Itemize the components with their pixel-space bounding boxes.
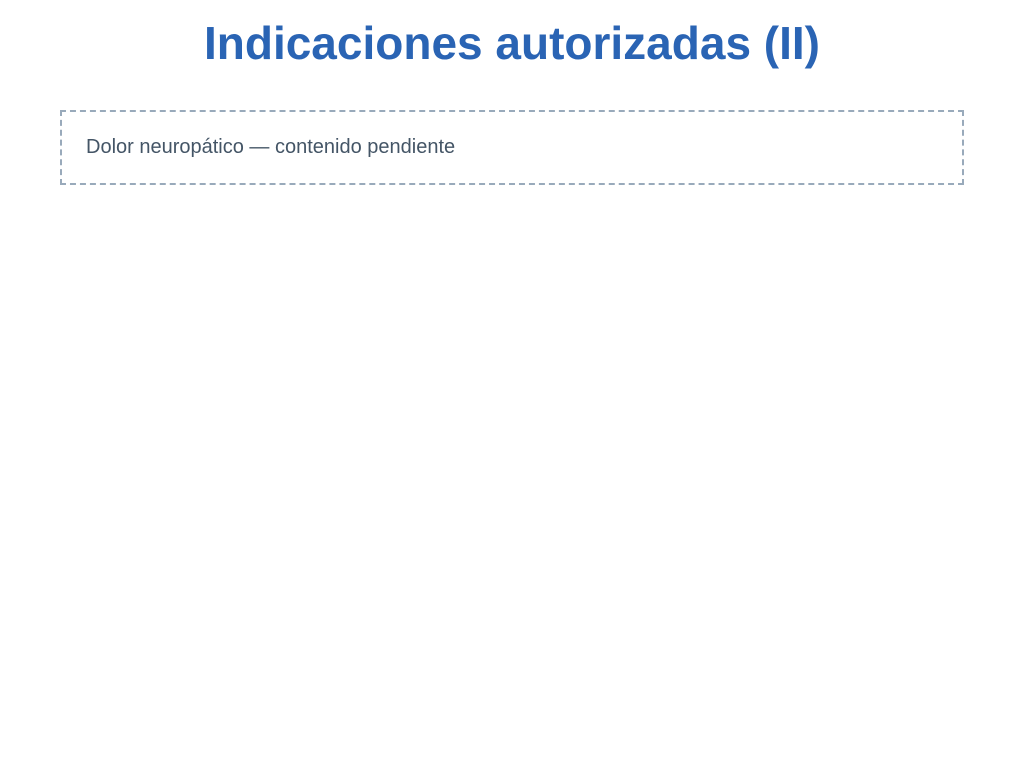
placeholder-box: Dolor neuropático — contenido pendiente bbox=[60, 110, 964, 185]
slide-title: Indicaciones autorizadas (II) bbox=[203, 17, 821, 69]
